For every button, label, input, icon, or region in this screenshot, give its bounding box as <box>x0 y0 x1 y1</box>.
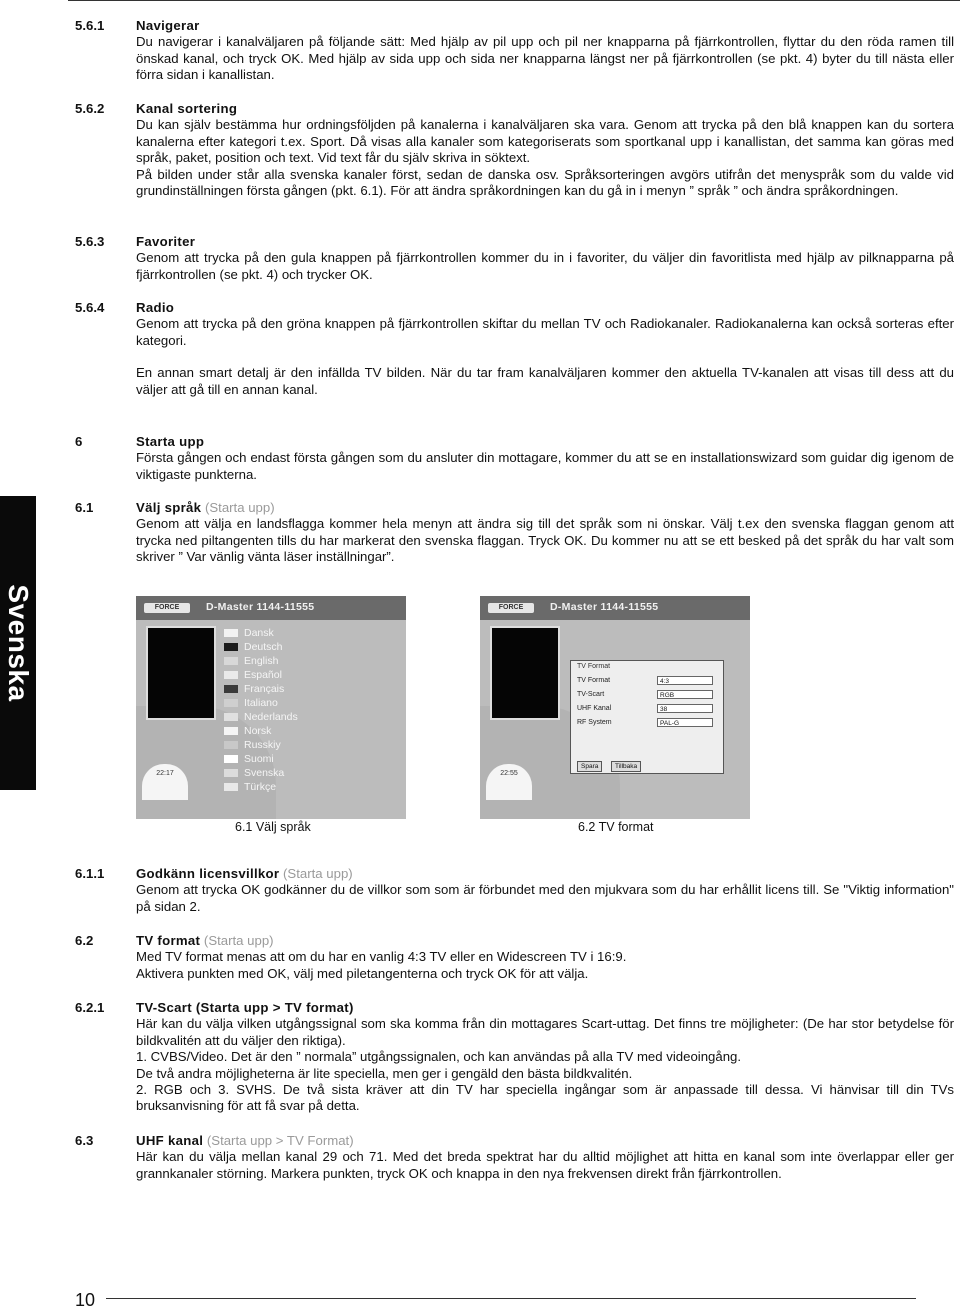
section-subtitle: (Starta upp) <box>204 500 275 515</box>
paragraph: Första gången och endast första gången som du ansluter din mottagare, kommer du att se en installationswizard som guidar dig igenom de viktigaste punkterna. <box>136 450 954 482</box>
section-subtitle: (Starta upp) <box>203 933 274 948</box>
language-option[interactable] <box>224 766 298 780</box>
flag-icon <box>224 769 238 777</box>
section-number: 6.2.1 <box>75 1000 105 1015</box>
caption-language: 6.1 Välj språk <box>235 820 311 834</box>
paragraph: Du kan själv bestämma hur ordningsföljden på kanalerna i kanalväljaren ska vara. Genom att trycka på den blå knappen kan du sortera kanalerna efter kategori t.ex. Sport. Då visas alla kanaler som kategoriserats som sportkanal upp i kanallistan, det samma kan göras med språk, paket, position och text. Vid text får du själv skriva in söktext. <box>136 117 954 166</box>
paragraph: Genom att trycka på den gula knappen på fjärrkontrollen kommer du in i favoriter, du väljer din favoritlista med hjälp av pilknapparna på fjärrkontrollen (se pkt. 4) och trycker OK. <box>136 250 954 282</box>
section-title: Godkänn licensvillkor <box>136 866 280 881</box>
language-option[interactable] <box>224 640 298 654</box>
paragraph: 2. RGB och 3. SVHS. De två sista kräver att din TV har speciella ingångar som är anpassade till dessa. Vi hänvisar till din TVs bruksanvisning för att få svar på detta. <box>136 1082 954 1114</box>
language-option[interactable] <box>224 752 298 766</box>
flag-icon <box>224 629 238 637</box>
section-subtitle: (Starta upp > TV Format) <box>206 1133 354 1148</box>
section-body <box>136 500 954 566</box>
language-label: English <box>244 655 279 667</box>
paragraph: En annan smart detalj är den infällda TV bilden. När du tar fram kanalväljaren kommer den aktuella TV-kanalen att visas till dess att du väljer att gå till en annan kanal. <box>136 365 954 397</box>
language-label: Dansk <box>244 627 274 639</box>
flag-icon <box>224 643 238 651</box>
paragraph: På bilden under står alla svenska kanaler först, sedan de danska osv. Språksorteringen avgörs utifrån det menyspråk som du valde vid grundinställningen första gången (pkt. 6.1). För att ändra språkordningen kan du gå in i menyn ” språk ” och ändra språkordningen. <box>136 166 954 199</box>
section-number: 6.3 <box>75 1133 94 1148</box>
flag-icon <box>224 657 238 665</box>
section-number: 6 <box>75 434 83 449</box>
paragraph: Genom att trycka på den gröna knappen på fjärrkontrollen skiftar du mellan TV och Radiokanaler. Radiokanalerna kan också sorteras efter kategori. <box>136 316 954 348</box>
section-title: Favoriter <box>136 234 196 249</box>
language-option[interactable] <box>224 738 298 752</box>
section-title: Kanal sortering <box>136 101 238 116</box>
section-number: 5.6.1 <box>75 18 105 33</box>
section-number: 5.6.4 <box>75 300 105 315</box>
flag-icon <box>224 727 238 735</box>
section-subtitle: (Starta upp) <box>283 866 353 881</box>
brand-logo: FORCE <box>488 603 534 613</box>
section-number: 6.2 <box>75 933 94 948</box>
setting-label: UHF Kanal <box>577 705 612 712</box>
section-body <box>136 933 954 982</box>
screen-title: D-Master 1144-11555 <box>206 601 315 613</box>
flag-icon <box>224 755 238 763</box>
flag-icon <box>224 671 238 679</box>
language-option[interactable] <box>224 710 298 724</box>
language-label: Russkiy <box>244 739 281 751</box>
brand-logo: FORCE <box>144 603 190 613</box>
language-tab <box>0 496 36 790</box>
section-title: TV-Scart (Starta upp > TV format) <box>136 1000 354 1015</box>
section-body <box>136 300 954 398</box>
flag-icon <box>224 685 238 693</box>
language-label: Svenska <box>244 767 285 779</box>
language-label: Nederlands <box>244 711 298 723</box>
screen-header <box>136 596 406 620</box>
language-label: Deutsch <box>244 641 283 653</box>
top-rule <box>68 0 960 1</box>
language-label: Norsk <box>244 725 272 737</box>
screenshot-tv-format <box>480 596 750 819</box>
back-button[interactable]: Tillbaka <box>611 761 641 772</box>
section-title: Navigerar <box>136 18 200 33</box>
page-number: 10 <box>75 1290 96 1310</box>
language-option[interactable] <box>224 682 298 696</box>
paragraph: Genom att trycka OK godkänner du de villkor som som är förbundet med den mjukvara som du har erhållit licens till. Se "Viktig information" på sidan 2. <box>136 882 954 914</box>
flag-icon <box>224 741 238 749</box>
setting-value[interactable]: PAL-G <box>657 718 713 727</box>
setting-value[interactable]: 38 <box>657 704 713 713</box>
language-option[interactable] <box>224 668 298 682</box>
setting-value[interactable]: 4:3 <box>657 676 713 685</box>
tv-preview <box>146 626 216 720</box>
flag-icon <box>224 699 238 707</box>
language-list <box>224 626 298 794</box>
paragraph: Aktivera punkten med OK, välj med piletangenterna och tryck OK för att välja. <box>136 965 589 981</box>
paragraph: Genom att välja en landsflagga kommer hela menyn att ändra sig till det språk som ni önskar. Välj t.ex den svenska flaggan genom att trycka ned piltangenten tills du har markerat den svenska flaggan. Tryck OK. Du kommer nu att se ett besked på det språk du har valt som skriver ” Var vänlig vänta läser inställningar”. <box>136 516 954 565</box>
section-title: Starta upp <box>136 434 205 449</box>
paragraph: Med TV format menas att om du har en vanlig 4:3 TV eller en Widescreen TV i 16:9. <box>136 949 627 965</box>
paragraph: Här kan du välja vilken utgångssignal som ska komma från din mottagares Scart-uttag. Det finns tre möjligheter: (De har stor betydelse för bildkvalitén att du väljer den riktiga). <box>136 1016 954 1048</box>
paragraph: De två andra möjligheterna är lite speciella, men ger i gengäld den bästa bildkvalitén. <box>136 1065 633 1081</box>
section-body <box>136 1133 954 1182</box>
language-option[interactable] <box>224 654 298 668</box>
language-label: Français <box>244 683 285 695</box>
footer-rule <box>106 1298 916 1299</box>
section-title: Radio <box>136 300 175 315</box>
language-label: Türkçe <box>244 781 277 793</box>
section-number: 5.6.2 <box>75 101 105 116</box>
flag-icon <box>224 713 238 721</box>
clock: 22:17 <box>142 764 188 800</box>
language-label: Italiano <box>244 697 278 709</box>
section-title: UHF kanal <box>136 1133 204 1148</box>
section-body <box>136 434 954 483</box>
section-body <box>136 1000 954 1115</box>
section-body <box>136 101 954 199</box>
setting-label: TV Format <box>577 677 611 684</box>
screenshot-language <box>136 596 406 819</box>
setting-label: TV-Scart <box>577 691 605 698</box>
flag-icon <box>224 783 238 791</box>
clock: 22:55 <box>486 764 532 800</box>
section-title: TV format <box>136 933 201 948</box>
language-tab-label: Svenska <box>3 584 34 702</box>
language-label: Español <box>244 669 282 681</box>
section-body <box>136 18 954 84</box>
dialog-title: TV Format <box>577 663 611 670</box>
save-button[interactable]: Spara <box>577 761 602 772</box>
setting-value[interactable]: RGB <box>657 690 713 699</box>
language-option[interactable] <box>224 780 298 794</box>
section-body <box>136 234 954 283</box>
section-body <box>136 866 954 915</box>
section-title: Välj språk <box>136 500 202 515</box>
language-option[interactable] <box>224 696 298 710</box>
section-number: 6.1.1 <box>75 866 105 881</box>
tv-preview <box>490 626 560 720</box>
tv-format-dialog <box>570 660 724 774</box>
section-number: 6.1 <box>75 500 94 515</box>
paragraph: Här kan du välja mellan kanal 29 och 71. Med det breda spektrat har du alltid möjlighet att hitta en kanal som inte överlappar eller ger grannkanaler störning. Markera punkten, tryck OK och knappa in den nya frekvensen direkt från fjärrkontrollen. <box>136 1149 954 1181</box>
paragraph: 1. CVBS/Video. Det är den ” normala” utgångssignalen, och kan användas på alla TV med videoingång. <box>136 1049 742 1065</box>
language-option[interactable] <box>224 626 298 640</box>
screen-title: D-Master 1144-11555 <box>550 601 659 613</box>
language-label: Suomi <box>244 753 274 765</box>
language-option[interactable] <box>224 724 298 738</box>
section-number: 5.6.3 <box>75 234 105 249</box>
screen-header <box>480 596 750 620</box>
caption-tv-format: 6.2 TV format <box>578 820 654 834</box>
setting-label: RF System <box>577 719 612 726</box>
paragraph: Du navigerar i kanalväljaren på följande sätt: Med hjälp av pil upp och pil ner knapparna på fjärrkontrollen, flyttar du den röda ramen till önskad kanal, och tryck OK. Med hjälp av sida upp och sida ner knapparna längst ner på fjärrkontrollen (se pkt. 4) byter du till nästa eller förra sidan i kanallistan. <box>136 34 954 83</box>
